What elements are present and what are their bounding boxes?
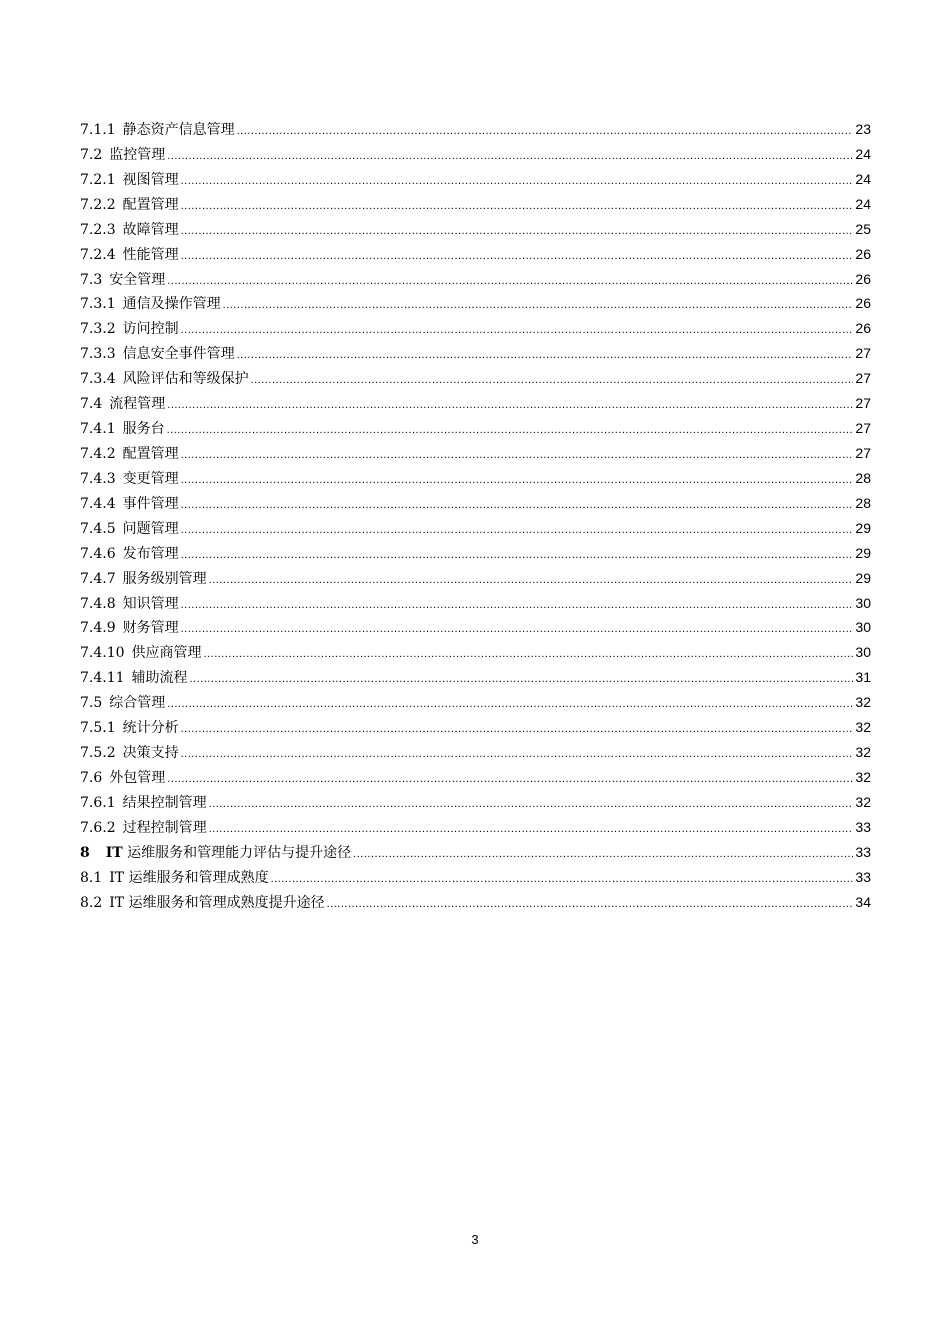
toc-entry[interactable] (80, 441, 871, 466)
toc-dot-leader (181, 194, 854, 219)
toc-entry-page: 30 (855, 594, 871, 611)
toc-dot-leader (237, 343, 854, 368)
toc-entry-title: IT 运维服务和管理成熟度 (109, 869, 269, 886)
toc-entry-number: 7.4.5 (80, 520, 116, 537)
toc-dot-leader (327, 892, 854, 917)
toc-entry[interactable] (80, 366, 871, 391)
toc-entry-number: 7.4.1 (80, 421, 116, 438)
toc-dot-leader (237, 119, 854, 144)
toc-dot-leader (167, 767, 853, 792)
toc-entry[interactable] (80, 740, 871, 765)
toc-dot-leader (181, 169, 854, 194)
toc-entry[interactable] (80, 341, 871, 366)
toc-entry-title: 性能管理 (122, 246, 179, 263)
toc-entry-number: 7.6.1 (80, 794, 116, 811)
toc-entry-page: 25 (855, 220, 871, 237)
toc-entry-title: 统计分析 (122, 720, 179, 737)
toc-entry-number: 7.4.2 (80, 445, 116, 462)
toc-entry-title: 视图管理 (122, 171, 179, 188)
toc-entry[interactable] (80, 790, 871, 815)
toc-chapter-title-text: 运维服务和管理能力评估与提升途径 (127, 844, 352, 861)
toc-entry-title: 决策支持 (122, 745, 179, 762)
toc-entry-number: 7.1.1 (80, 122, 116, 138)
toc-entry-number: 7.4.9 (80, 620, 116, 637)
toc-entry-number: 7.4.7 (80, 570, 116, 587)
toc-entry-page: 32 (855, 719, 871, 736)
toc-dot-leader (167, 393, 853, 418)
toc-entry[interactable] (80, 865, 871, 890)
toc-entry-page: 29 (855, 544, 871, 561)
toc-entry-page: 27 (855, 395, 871, 412)
toc-entry-title: 变更管理 (122, 470, 179, 487)
toc-entry-page: 31 (855, 669, 871, 686)
toc-entry[interactable] (80, 267, 871, 292)
toc-entry-title: 配置管理 (122, 445, 179, 462)
toc-entry-number: 7.3.4 (80, 371, 116, 388)
toc-entry[interactable] (80, 615, 871, 640)
toc-entry-page: 32 (855, 694, 871, 711)
page-number: 3 (471, 1232, 479, 1247)
toc-entry[interactable] (80, 665, 871, 690)
toc-entry-page: 33 (855, 818, 871, 835)
toc-entry-title: 结果控制管理 (122, 794, 207, 811)
toc-entry-page: 27 (855, 444, 871, 461)
toc-entry-page: 27 (855, 370, 871, 387)
toc-entry-title (106, 841, 351, 866)
toc-entry-title: 过程控制管理 (122, 819, 207, 836)
toc-entry-page: 30 (855, 644, 871, 661)
toc-dot-leader (181, 468, 854, 493)
toc-entry[interactable] (80, 142, 871, 167)
toc-entry-page: 26 (855, 320, 871, 337)
toc-entry-page: 26 (855, 270, 871, 287)
toc-dot-leader (251, 368, 854, 393)
toc-entry-number: 7.2.1 (80, 171, 116, 188)
toc-entry-title: 通信及操作管理 (122, 296, 221, 313)
toc-entry[interactable] (80, 466, 871, 491)
toc-dot-leader (204, 642, 854, 667)
toc-entry-title: 信息安全事件管理 (122, 346, 235, 363)
toc-entry-title: 访问控制 (122, 321, 179, 338)
toc-entry-number: 7.2.2 (80, 196, 116, 213)
toc-entry-page: 23 (855, 121, 871, 137)
toc-entry[interactable] (80, 765, 871, 790)
toc-entry-page: 33 (855, 868, 871, 885)
toc-entry-number: 7.3.3 (80, 346, 116, 363)
toc-entry-title: 综合管理 (109, 695, 166, 712)
toc-entry-page: 32 (855, 744, 871, 761)
toc-entry[interactable] (80, 890, 871, 915)
toc-entry[interactable] (80, 291, 871, 316)
toc-entry[interactable] (80, 541, 871, 566)
toc-entry-number: 7.4.3 (80, 470, 116, 487)
toc-entry-page: 26 (855, 295, 871, 312)
toc-dot-leader (181, 244, 854, 269)
toc-entry-page: 26 (855, 245, 871, 262)
toc-entry-page: 30 (855, 619, 871, 636)
toc-entry[interactable] (80, 192, 871, 217)
toc-entry-number: 8 (80, 844, 90, 861)
toc-dot-leader (190, 667, 854, 692)
toc-dot-leader (181, 617, 854, 642)
toc-entry-number: 8.2 (80, 894, 103, 911)
toc-entry-title: 服务级别管理 (122, 570, 207, 587)
toc-dot-leader (181, 543, 854, 568)
toc-entry-number: 8.1 (80, 869, 103, 886)
toc-chapter-row[interactable] (80, 840, 871, 865)
toc-entry-number: 7.6 (80, 769, 103, 786)
toc-entry[interactable] (80, 690, 871, 715)
toc-entry-title: 知识管理 (122, 595, 179, 612)
toc-dot-leader (181, 318, 854, 343)
toc-dot-leader (353, 842, 853, 867)
toc-entry[interactable] (80, 715, 871, 740)
toc-entry-page: 29 (855, 519, 871, 536)
toc-entry-title: 风险评估和等级保护 (122, 371, 249, 388)
toc-entry-number: 7.2.4 (80, 246, 116, 263)
toc-entry[interactable] (80, 316, 871, 341)
toc-entry-number: 7.5.1 (80, 720, 116, 737)
toc-entry-number: 7.4 (80, 396, 103, 413)
toc-entry[interactable] (80, 815, 871, 840)
toc-entry-page: 33 (855, 843, 871, 860)
toc-entry-title: 监控管理 (109, 146, 166, 163)
toc-entry-number: 7.2 (80, 146, 103, 163)
toc-entry-title: 发布管理 (122, 545, 179, 562)
toc-dot-leader (167, 692, 853, 717)
toc-entry-page: 34 (855, 893, 871, 910)
toc-entry-title: 静态资产信息管理 (122, 122, 235, 138)
toc-entry-title: 配置管理 (122, 196, 179, 213)
toc-dot-leader (181, 219, 854, 244)
toc-entry[interactable] (80, 491, 871, 516)
toc-entry-title: 供应商管理 (131, 645, 202, 662)
toc-dot-leader (181, 717, 854, 742)
toc-entry[interactable] (80, 391, 871, 416)
toc-dot-leader (167, 269, 853, 294)
toc-entry-number: 7.6.2 (80, 819, 116, 836)
toc-entry-title: 服务台 (122, 421, 165, 438)
toc-dot-leader (223, 293, 854, 318)
toc-chapter-title-prefix: IT (105, 844, 123, 861)
toc-dot-leader (181, 593, 854, 618)
toc-entry-title: IT 运维服务和管理成熟度提升途径 (109, 894, 325, 911)
toc-dot-leader (167, 144, 853, 169)
toc-entry-page: 29 (855, 569, 871, 586)
toc-entry[interactable] (80, 591, 871, 616)
toc-entry-number: 7.4.6 (80, 545, 116, 562)
toc-dot-leader (271, 867, 854, 892)
toc-entry-number: 7.4.11 (80, 670, 125, 687)
toc-dot-leader (181, 443, 854, 468)
toc-entry-number: 7.4.8 (80, 595, 116, 612)
toc-entry[interactable] (80, 416, 871, 441)
toc-entry-page: 32 (855, 793, 871, 810)
toc-entry-number: 7.5.2 (80, 745, 116, 762)
toc-dot-leader (181, 518, 854, 543)
toc-entry[interactable] (80, 217, 871, 242)
toc-dot-leader (181, 742, 854, 767)
toc-entry-number: 7.3.2 (80, 321, 116, 338)
toc-dot-leader (181, 493, 854, 518)
toc-dot-leader (209, 817, 854, 842)
toc-entry[interactable] (80, 566, 871, 591)
toc-entry-title: 安全管理 (109, 271, 166, 288)
toc-entry[interactable] (80, 242, 871, 267)
toc-entry-title: 财务管理 (122, 620, 179, 637)
toc-entry[interactable] (80, 516, 871, 541)
toc-entry[interactable] (80, 167, 871, 192)
toc-entry-number: 7.4.10 (80, 645, 125, 662)
toc-entry-title: 故障管理 (122, 221, 179, 238)
toc-dot-leader (209, 568, 854, 593)
toc-entry-number: 7.3 (80, 271, 103, 288)
toc-entry-number: 7.3.1 (80, 296, 116, 313)
toc-entry-page: 24 (855, 195, 871, 212)
toc-entry[interactable] (80, 117, 871, 142)
toc-entry-number: 7.2.3 (80, 221, 116, 238)
toc-entry[interactable] (80, 640, 871, 665)
toc-entry-page: 24 (855, 145, 871, 162)
toc-entry-number: 7.4.4 (80, 495, 116, 512)
toc-entry-title: 辅助流程 (131, 670, 188, 687)
toc-dot-leader (167, 418, 854, 443)
toc-entry-title: 流程管理 (109, 396, 166, 413)
toc-entry-page: 27 (855, 420, 871, 437)
toc-entry-page: 28 (855, 469, 871, 486)
toc-entry-number: 7.5 (80, 695, 103, 712)
toc-entry-title: 外包管理 (109, 769, 166, 786)
toc-entry-page: 32 (855, 768, 871, 785)
toc-dot-leader (209, 792, 854, 817)
toc-entry-title: 事件管理 (122, 495, 179, 512)
toc-entry-page: 28 (855, 494, 871, 511)
table-of-contents (80, 117, 871, 915)
toc-entry-title: 问题管理 (122, 520, 179, 537)
toc-entry-page: 27 (855, 345, 871, 362)
toc-entry-page: 24 (855, 170, 871, 187)
